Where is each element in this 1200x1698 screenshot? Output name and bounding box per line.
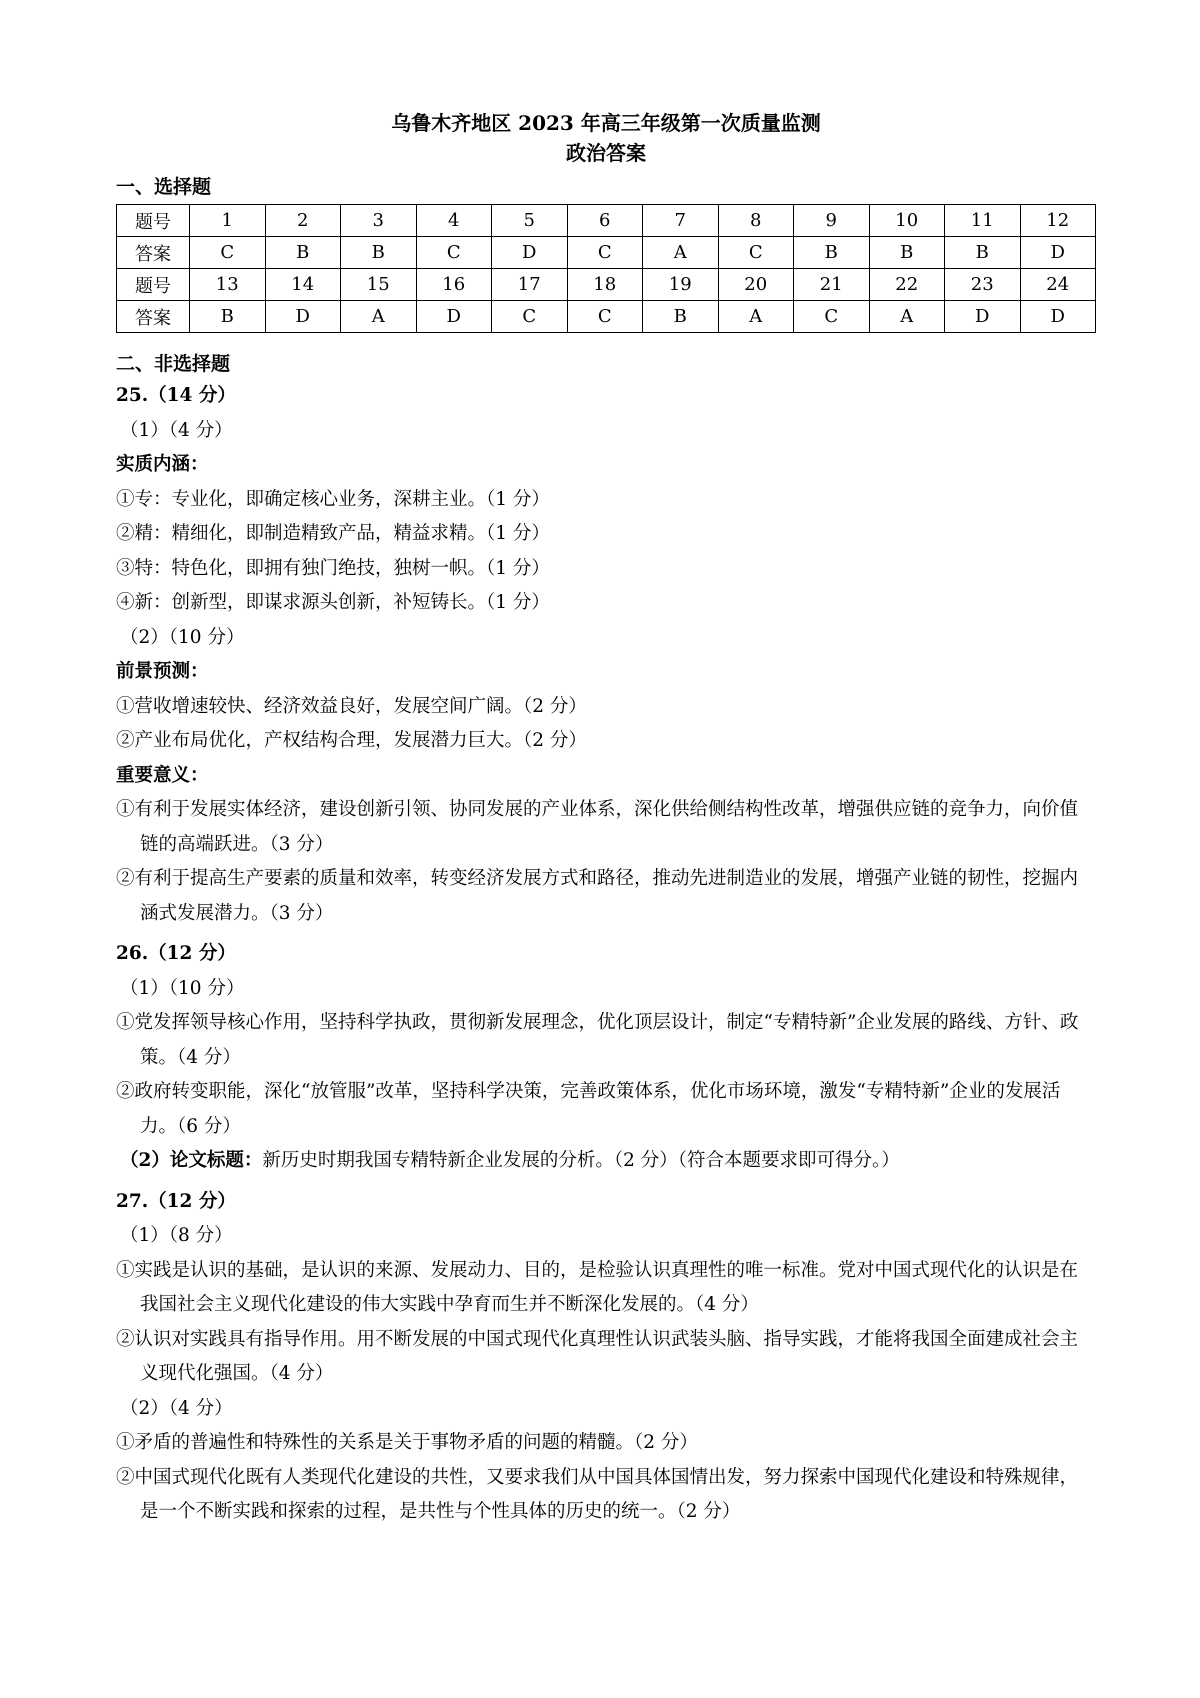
row-label-answer: 答案: [117, 237, 190, 269]
answer-cell: D: [416, 301, 492, 333]
document-subtitle: 政治答案: [566, 141, 646, 165]
answer-point: ①营收增速较快、经济效益良好，发展空间广阔。（2 分）: [116, 695, 587, 717]
answer-cell: B: [265, 237, 341, 269]
answer-point: ②有利于提高生产要素的质量和效率，转变经济发展方式和路径，推动先进制造业的发展，增强产业链的韧性，挖掘内涵式发展潜力。（3 分）: [116, 868, 1079, 924]
question-number: 22: [869, 269, 945, 301]
question-number: 10: [869, 205, 945, 237]
question-number: 14: [265, 269, 341, 301]
question-number: 17: [492, 269, 568, 301]
answer-cell: B: [945, 237, 1021, 269]
answer-point: ①党发挥领导核心作用，坚持科学执政，贯彻新发展理念，优化顶层设计，制定“专精特新”企业发展的路线、方针、政策。（4 分）: [116, 1012, 1079, 1068]
answer-cell: C: [416, 237, 492, 269]
answer-point: ②精：精细化，即制造精致产品，精益求精。（1 分）: [116, 523, 550, 544]
answer-cell: C: [492, 301, 568, 333]
answer-label: 前景预测：: [116, 661, 209, 682]
section-multiple-choice-heading: 一、选择题: [116, 176, 212, 198]
answer-cell: A: [718, 301, 794, 333]
answer-point: ②认识对实践具有指导作用。用不断发展的中国式现代化真理性认识武装头脑、指导实践，才能将我国全面建成社会主义现代化强国。（4 分）: [116, 1328, 1079, 1384]
answer-cell: D: [1020, 237, 1096, 269]
question-number: 13: [190, 269, 266, 301]
table-row: [117, 301, 1096, 333]
answer-point: ②中国式现代化既有人类现代化建设的共性，又要求我们从中国具体国情出发，努力探索中国现代化建设和特殊规律，是一个不断实践和探索的过程，是共性与个性具体的历史的统一。（2 分）: [116, 1466, 1079, 1522]
answer-cell: B: [190, 301, 266, 333]
question-number: 6: [567, 205, 643, 237]
question-number: 5: [492, 205, 568, 237]
row-label-question: 题号: [117, 269, 190, 301]
answer-point: ④新：创新型，即谋求源头创新，补短铸长。（1 分）: [116, 592, 550, 613]
answer-cell: A: [643, 237, 719, 269]
question-25: [116, 379, 1096, 931]
question-number: 4: [416, 205, 492, 237]
question-heading: 25.（14 分）: [116, 385, 236, 406]
part-heading: （1）（4 分）: [120, 419, 233, 441]
section-open-questions-heading: 二、非选择题: [116, 353, 231, 375]
question-heading: 27.（12 分）: [116, 1190, 236, 1212]
question-number: 9: [794, 205, 870, 237]
answer-cell: D: [945, 301, 1021, 333]
answer-cell: D: [265, 301, 341, 333]
part-2-line: [116, 1144, 1096, 1179]
question-number: 19: [643, 269, 719, 301]
answer-point: ①实践是认识的基础，是认识的来源、发展动力、目的，是检验认识真理性的唯一标准。党对中国式现代化的认识是在我国社会主义现代化建设的伟大实践中孕育而生并不断深化发展的。（4 分）: [116, 1259, 1079, 1315]
answer-point: ②产业布局优化，产权结构合理，发展潜力巨大。（2 分）: [116, 730, 587, 751]
answer-cell: A: [341, 301, 417, 333]
answer-point: ①矛盾的普遍性和特殊性的关系是关于事物矛盾的问题的精髓。（2 分）: [116, 1432, 698, 1453]
answer-cell: C: [190, 237, 266, 269]
question-number: 2: [265, 205, 341, 237]
part-heading: （1）（8 分）: [120, 1225, 233, 1246]
question-number: 1: [190, 205, 266, 237]
answer-cell: B: [869, 237, 945, 269]
row-label-question: 题号: [117, 205, 190, 237]
question-number: 23: [945, 269, 1021, 301]
answer-sheet: [116, 108, 1096, 1530]
question-number: 8: [718, 205, 794, 237]
row-label-answer: 答案: [117, 301, 190, 333]
answer-label: 重要意义：: [116, 764, 209, 786]
title-block: [116, 108, 1096, 168]
answer-cell: B: [794, 237, 870, 269]
question-number: 3: [341, 205, 417, 237]
answer-cell: B: [341, 237, 417, 269]
part-heading: （2）（10 分）: [120, 626, 245, 648]
answer-cell: C: [794, 301, 870, 333]
answer-label: 实质内涵：: [116, 454, 209, 475]
answer-point: ①专：专业化，即确定核心业务，深耕主业。（1 分）: [116, 488, 550, 510]
part-heading: （2）（4 分）: [120, 1397, 233, 1419]
part-heading: （2）论文标题：: [120, 1150, 263, 1171]
question-number: 15: [341, 269, 417, 301]
question-26: [116, 937, 1096, 1179]
answer-table: [116, 204, 1096, 333]
answer-cell: B: [643, 301, 719, 333]
question-number: 20: [718, 269, 794, 301]
question-27: [116, 1185, 1096, 1530]
question-heading: 26.（12 分）: [116, 943, 236, 964]
answer-point: ①有利于发展实体经济，建设创新引领、协同发展的产业体系，深化供给侧结构性改革，增强供应链的竞争力，向价值链的高端跃进。（3 分）: [116, 799, 1079, 855]
answer-point: ③特：特色化，即拥有独门绝技，独树一帜。（1 分）: [116, 557, 550, 579]
answer-cell: C: [718, 237, 794, 269]
answer-cell: D: [1020, 301, 1096, 333]
answer-cell: D: [492, 237, 568, 269]
answer-cell: C: [567, 301, 643, 333]
question-number: 11: [945, 205, 1021, 237]
part-heading: （1）（10 分）: [120, 977, 245, 999]
answer-text: 新历史时期我国专精特新企业发展的分析。（2 分）（符合本题要求即可得分。）: [262, 1150, 900, 1171]
table-row: [117, 269, 1096, 301]
question-number: 12: [1020, 205, 1096, 237]
table-row: [117, 205, 1096, 237]
question-number: 21: [794, 269, 870, 301]
answer-cell: A: [869, 301, 945, 333]
question-number: 16: [416, 269, 492, 301]
answer-cell: C: [567, 237, 643, 269]
question-number: 18: [567, 269, 643, 301]
answer-point: ②政府转变职能，深化“放管服”改革，坚持科学决策，完善政策体系，优化市场环境，激发“专精特新”企业的发展活力。（6 分）: [116, 1081, 1061, 1137]
table-row: [117, 237, 1096, 269]
document-title: 乌鲁木齐地区 2023 年高三年级第一次质量监测: [391, 111, 821, 135]
question-number: 24: [1020, 269, 1096, 301]
question-number: 7: [643, 205, 719, 237]
